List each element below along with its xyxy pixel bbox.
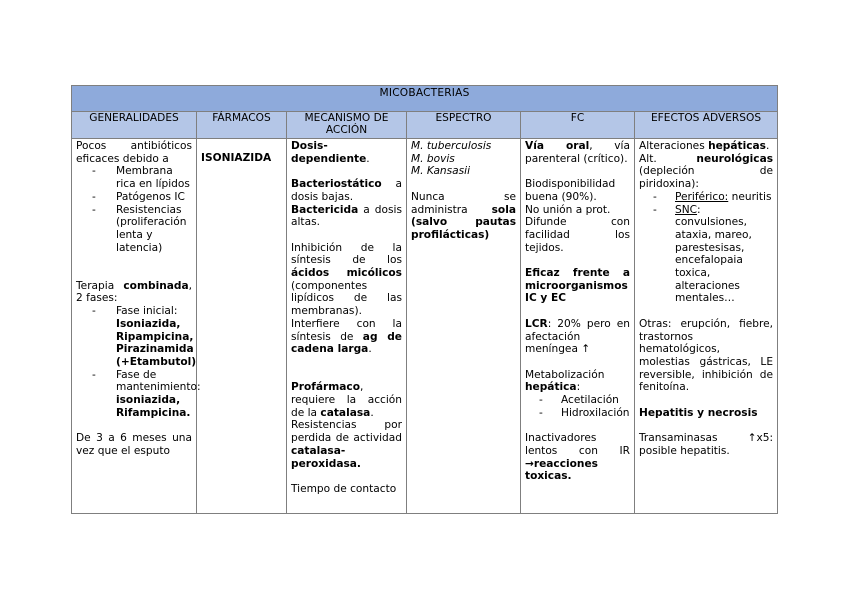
list-item: - Patógenos IC [76, 191, 192, 204]
neuro-list [639, 191, 773, 305]
tiempo-text: Tiempo de contacto [291, 482, 397, 495]
header-mecanismo: MECANISMO DE ACCIÓN [287, 112, 407, 139]
resistencias-text: Resistencias por perdida de actividad catalasa-peroxidasa. [291, 419, 402, 470]
list-item: - Fase de mantenimiento: isoniazida, Rifampicina. [76, 369, 192, 420]
list-item: - Periférico: neuritis [639, 191, 773, 204]
list-item: - Fase inicial: Isoniazida, Ripampicina, Pirazinamida (+Etambutol) [76, 305, 192, 369]
list-item: - Resistencias (proliferación lenta y latencia) [76, 204, 192, 255]
list-item: - Hidroxilación [525, 407, 630, 420]
metab-text: Metabolización hepática: [525, 368, 605, 394]
neuro-text: Alt. neurológicas (depleción de piridoxina): [639, 152, 774, 191]
cell-mecanismo [287, 139, 407, 514]
micobacterias-table [71, 85, 778, 514]
list-item: - Membrana rica en lípidos [76, 165, 192, 190]
cell-fc [521, 139, 635, 514]
header-efectos: EFECTOS ADVERSOS [635, 112, 778, 139]
species-1: M. tuberculosis [411, 140, 492, 152]
fases-list [76, 305, 201, 419]
inhibicion-text: Inhibición de la síntesis de los ácidos micólicos (componentes lipídicos de las membranas). [291, 241, 402, 318]
hepatitis-text: Hepatitis y necrosis [639, 406, 758, 419]
species-2: M. bovis [411, 152, 455, 165]
via-text: Vía oral, vía parenteral (crítico). [525, 140, 630, 165]
duracion-text: De 3 a 6 meses una vez que el esputo [76, 432, 192, 457]
cell-efectos [635, 139, 778, 514]
eficaz-text: Eficaz frente a microorganismos IC y EC [525, 267, 630, 305]
list-item: - Acetilación [525, 394, 630, 407]
terapia-text: Terapia combinada, 2 fases: [76, 279, 192, 305]
nunca-text: Nunca se administra sola (salvo pautas profilácticas) [411, 190, 516, 241]
generalidades-list [76, 165, 192, 254]
list-item: - SNC: convulsiones, ataxia, mareo, parestesisas, encefalopaia toxica, alteraciones mentales… [639, 204, 773, 306]
header-generalidades: GENERALIDADES [72, 112, 197, 139]
header-farmacos: FÁRMACOS [197, 112, 287, 139]
bactericida-text: Bactericida a dosis altas. [291, 203, 402, 229]
drug-name: ISONIAZIDA [201, 152, 272, 164]
cell-espectro [407, 139, 521, 514]
header-espectro: ESPECTRO [407, 112, 521, 139]
profarmaco-text: Profármaco, requiere la acción de la catalasa. [291, 381, 402, 419]
cell-farmacos [197, 139, 287, 514]
bacteriostatico-text: Bacteriostático a dosis bajas. [291, 178, 402, 203]
transaminasas-text: Transaminasas ↑x5: posible hepatitis. [639, 432, 774, 457]
inactivadores-text: Inactivadores lentos con IR →reacciones toxicas. [525, 432, 630, 483]
table-title: MICOBACTERIAS [72, 86, 778, 112]
difunde-text: Difunde con facilidad los tejidos. [525, 216, 630, 254]
no-union-text: No unión a prot. [525, 203, 611, 216]
biodisp-text: Biodisponibilidad buena (90%). [525, 178, 616, 203]
otras-text: Otras: erupción, fiebre, trastornos hematológicos, molestias gástricas, LE reversible, inhibición de fenitoína. [639, 317, 774, 394]
header-fc: FC [521, 112, 635, 139]
cell-generalidades [72, 139, 201, 514]
species-3: M. Kansasii [411, 165, 471, 178]
lcr-text: LCR: 20% pero en afectación meníngea ↑ [525, 317, 630, 356]
alteraciones-text: Alteraciones hepáticas. [639, 140, 770, 152]
dosis-text: Dosis-dependiente. [291, 140, 370, 165]
generalidades-intro: Pocos antibióticos eficaces debido a [76, 140, 192, 165]
interfiere-text: Interfiere con la síntesis de ag de cadena larga. [291, 317, 402, 356]
metab-list [525, 394, 630, 419]
